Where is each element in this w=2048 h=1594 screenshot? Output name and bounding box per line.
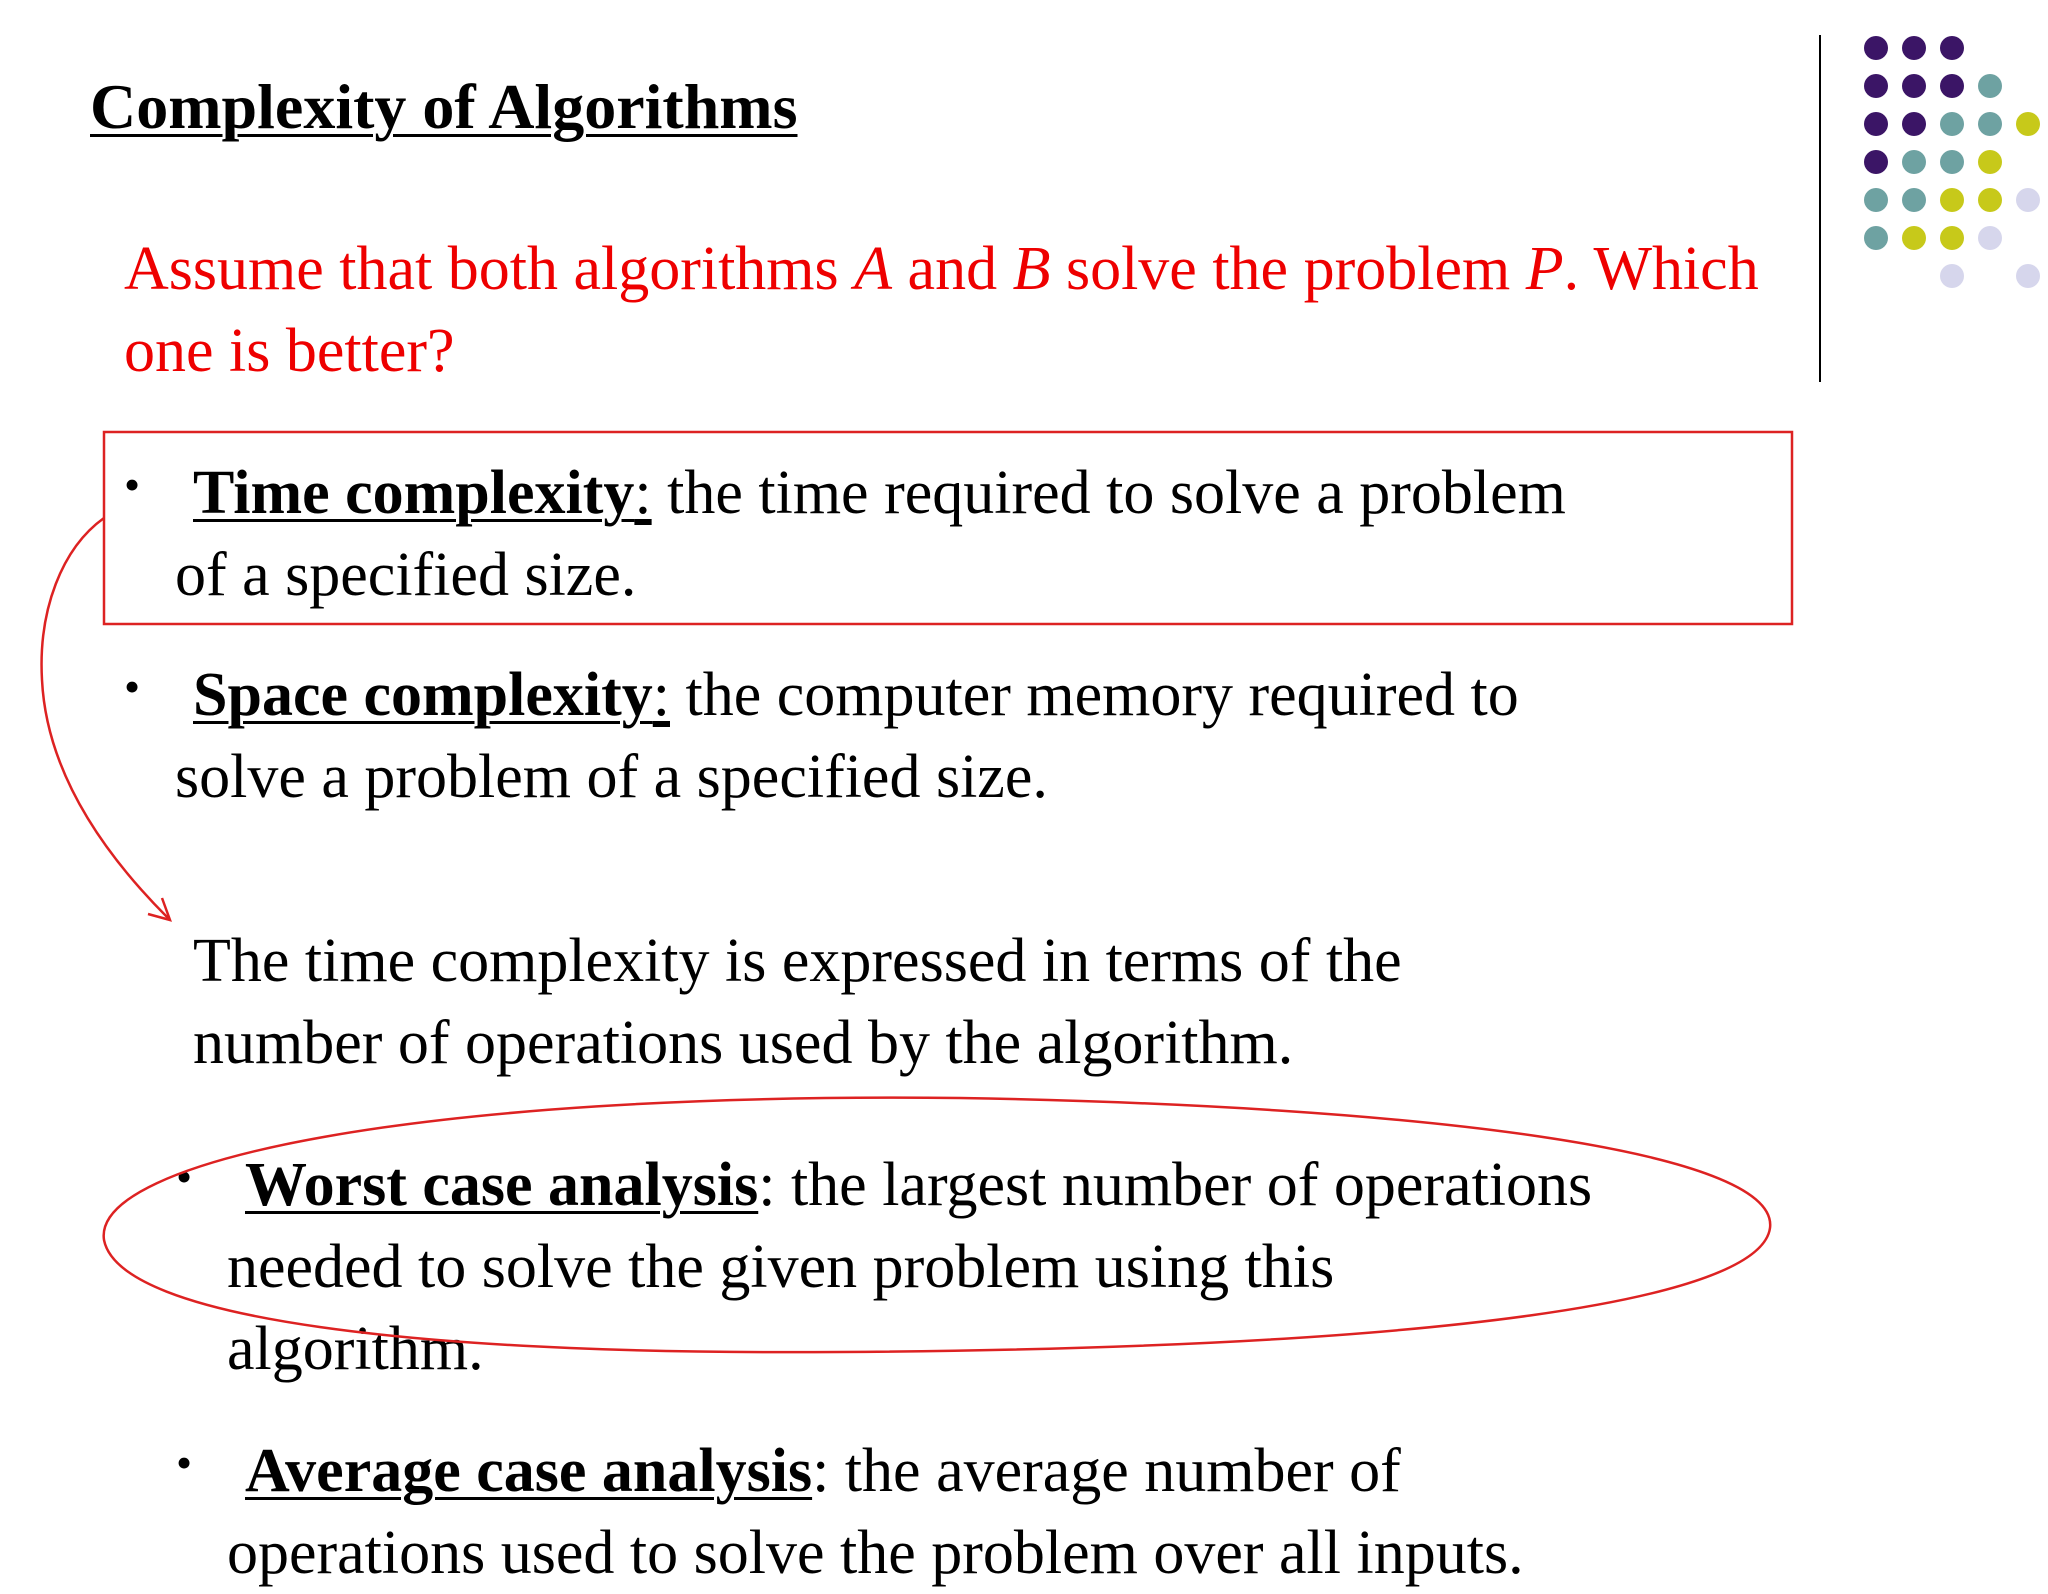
decorative-dot (1864, 74, 1888, 98)
decorative-dot (1864, 188, 1888, 212)
decorative-dot (1978, 226, 2002, 250)
decorative-dot (1902, 188, 1926, 212)
worst-case-line-1 (245, 1144, 1592, 1226)
question-text: solve the problem (1050, 235, 1526, 303)
average-case-line-2: operations used to solve the problem over all inputs. (227, 1519, 1524, 1587)
dot-grid-decoration (1864, 36, 2040, 288)
decorative-dot (1978, 150, 2002, 174)
decorative-dot (1940, 74, 1964, 98)
decorative-dot (1978, 112, 2002, 136)
decorative-dot (1864, 36, 1888, 60)
decorative-dot (1940, 150, 1964, 174)
definition-text: the time required to solve a problem (651, 459, 1566, 527)
var-b: B (1012, 235, 1051, 303)
bullet-point: • (176, 1151, 193, 1202)
definition-text: : the largest number of operations (758, 1151, 1593, 1219)
question-text: Assume that both algorithms (124, 235, 855, 303)
decorative-dot (2016, 188, 2040, 212)
decorative-dot (1940, 226, 1964, 250)
decorative-dot (1978, 74, 2002, 98)
term-average-case-analysis: Average case analysis (245, 1437, 813, 1505)
time-complexity-line-1 (193, 452, 1566, 534)
time-complexity-line-2: of a specified size. (175, 541, 637, 609)
slide-title: Complexity of Algorithms (90, 71, 798, 142)
decorative-dot (1978, 188, 2002, 212)
term-colon: : (634, 459, 652, 527)
decorative-dot (1864, 112, 1888, 136)
annotation-arrow (42, 518, 168, 918)
worst-case-line-2: needed to solve the given problem using this (227, 1233, 1335, 1301)
bullet-point: • (124, 661, 141, 712)
definition-text: : the average number of (812, 1437, 1401, 1505)
decorative-dot (1940, 264, 1964, 288)
paragraph-line-1: The time complexity is expressed in terms of the (193, 927, 1402, 995)
bullet-point: • (176, 1437, 193, 1488)
term-worst-case-analysis: Worst case analysis (245, 1151, 759, 1219)
paragraph-line-2: number of operations used by the algorithm. (193, 1009, 1294, 1077)
decorative-dot (1864, 150, 1888, 174)
average-case-line-1 (245, 1430, 1401, 1512)
term-colon: : (652, 661, 670, 729)
decorative-dot (1940, 36, 1964, 60)
term-space-complexity: Space complexity (193, 661, 653, 729)
space-complexity-line-2: solve a problem of a specified size. (175, 743, 1048, 811)
decorative-dot (1902, 112, 1926, 136)
definition-text: the computer memory required to (670, 661, 1519, 729)
decorative-dot (1902, 36, 1926, 60)
arrow-head (148, 898, 170, 920)
question-line-2: one is better? (124, 317, 455, 385)
decorative-dot (1940, 188, 1964, 212)
decorative-dot (1902, 150, 1926, 174)
term-time-complexity: Time complexity (193, 459, 635, 527)
question-line-1 (124, 228, 1759, 310)
decorative-dot (2016, 264, 2040, 288)
decorative-dot (2016, 112, 2040, 136)
bullet-point: • (124, 459, 141, 510)
var-a: A (854, 235, 893, 303)
var-p: P (1525, 235, 1564, 303)
decorative-dot (1902, 226, 1926, 250)
question-text: and (892, 235, 1013, 303)
worst-case-line-3: algorithm. (227, 1315, 484, 1383)
decorative-dot (1864, 226, 1888, 250)
space-complexity-line-1 (193, 654, 1519, 736)
question-text: . Which (1563, 235, 1759, 303)
decorative-dot (1902, 74, 1926, 98)
decorative-dot (1940, 112, 1964, 136)
